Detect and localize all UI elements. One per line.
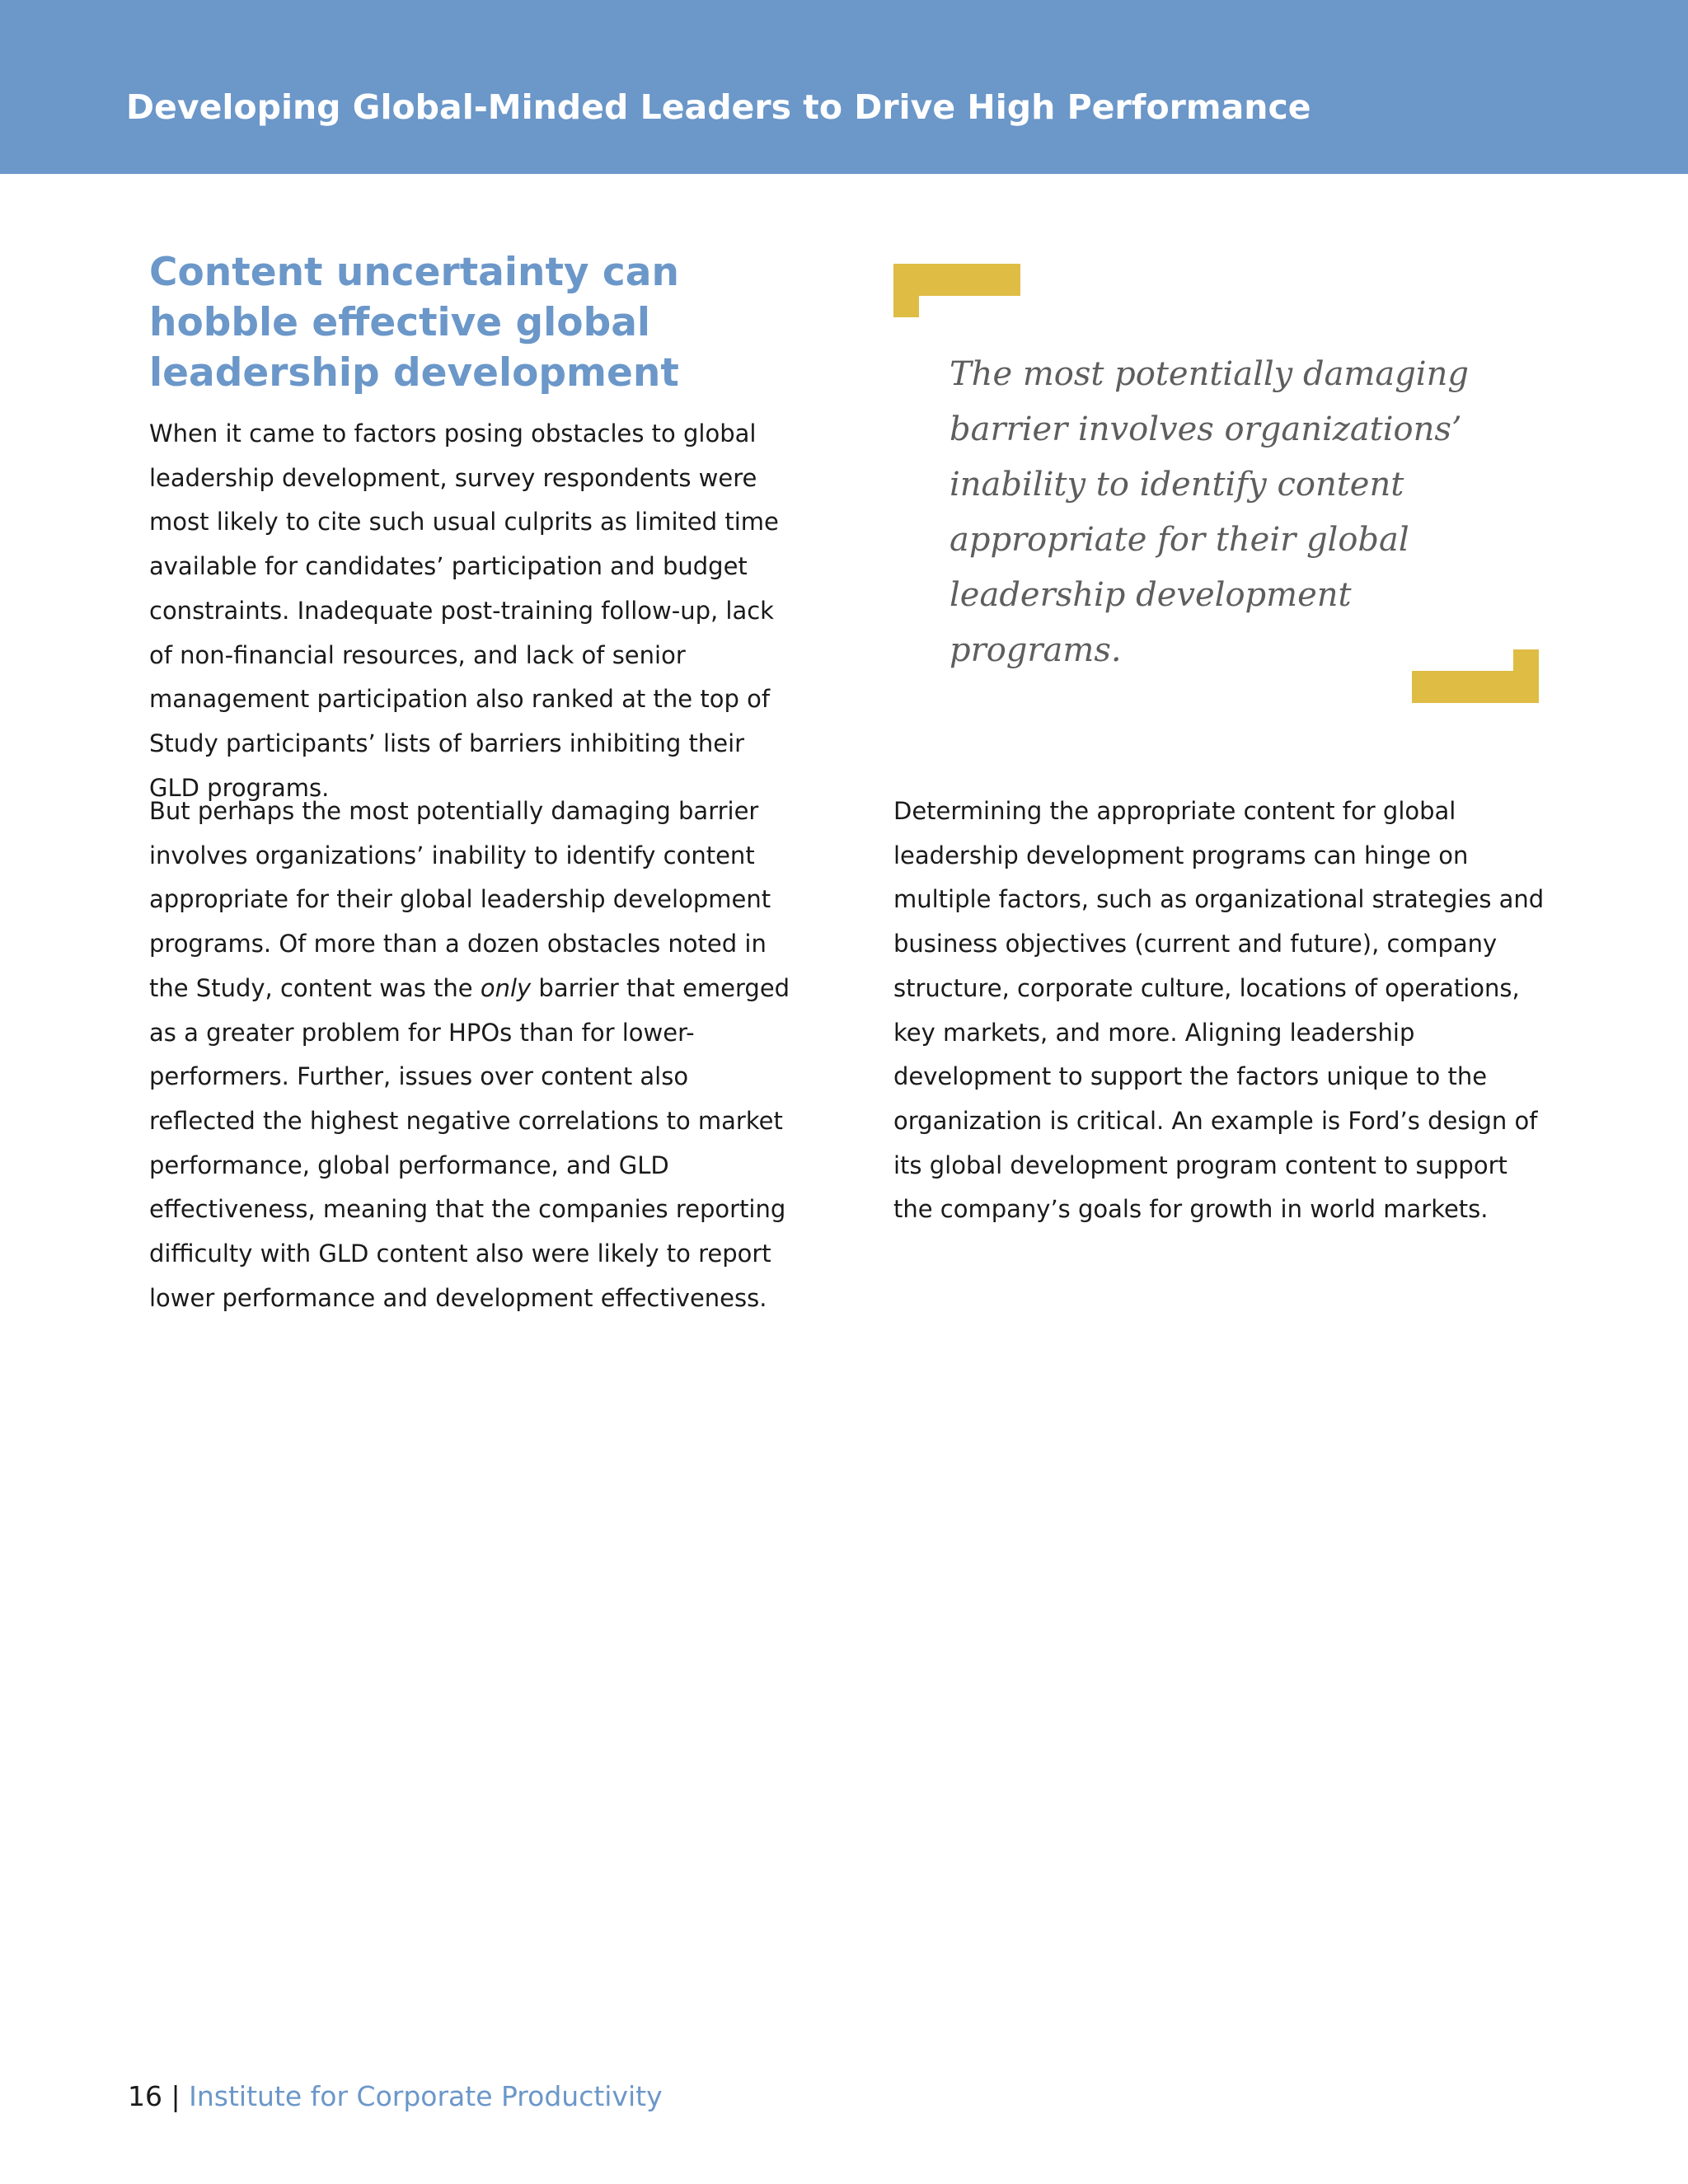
left-paragraph-1: When it came to factors posing obstacles to global leadership development, survey respondents were most likely to cite such usual culprits as limited time available for candidates’ participation and budget constraints. Inadequate post-training follow-up, lack of non-financial resources, and lack of senior management participation also ranked at the top of Study participants’ lists of barriers inhibiting their GLD programs. [149,419,779,802]
emphasis-only: only [480,973,532,1002]
footer-separator: | [171,2080,181,2112]
left-paragraph-2-part-1: But perhaps the most potentially damaging barrier involves organizations’ inability to identify content appropriate for their global leadership development programs. Of more than a dozen obstacles noted in the Study, content was the [149,797,771,1002]
open-quote-bracket-icon [893,264,1020,317]
close-quote-bracket-icon [1412,649,1539,703]
left-paragraph-2 [149,790,792,1320]
right-paragraph-1: Determining the appropriate content for global leadership development programs can hinge on multiple factors, such as organizational strategies and business objectives (current and future), company structure, corporate culture, locations of operations, key markets, and more. Aligning leadership development to support the factors unique to the organization is critical. An example is Ford’s design of its global development program content to support the company’s goals for growth in world markets. [893,797,1545,1224]
page-footer [128,2080,663,2112]
header-band [0,0,1688,174]
pull-quote: The most potentially damaging barrier involves organizations’ inability to identify content appropriate for their global leadership development programs. [950,355,1469,669]
left-paragraph-2-part-2: barrier that emerged as a greater problem for HPOs than for lower-performers. Further, issues over content also reflected the highest negative correlations to market performance, global performance, and GLD effectiveness, meaning that the companies reporting difficulty with GLD content also were likely to report lower performance and development effectiveness. [149,973,790,1312]
page-number: 16 [128,2080,162,2112]
section-heading: Content uncertainty can hobble effective global leadership development [149,250,679,396]
organization-name: Institute for Corporate Productivity [189,2080,663,2112]
document-title: Developing Global-Minded Leaders to Drive High Performance [126,87,1311,127]
